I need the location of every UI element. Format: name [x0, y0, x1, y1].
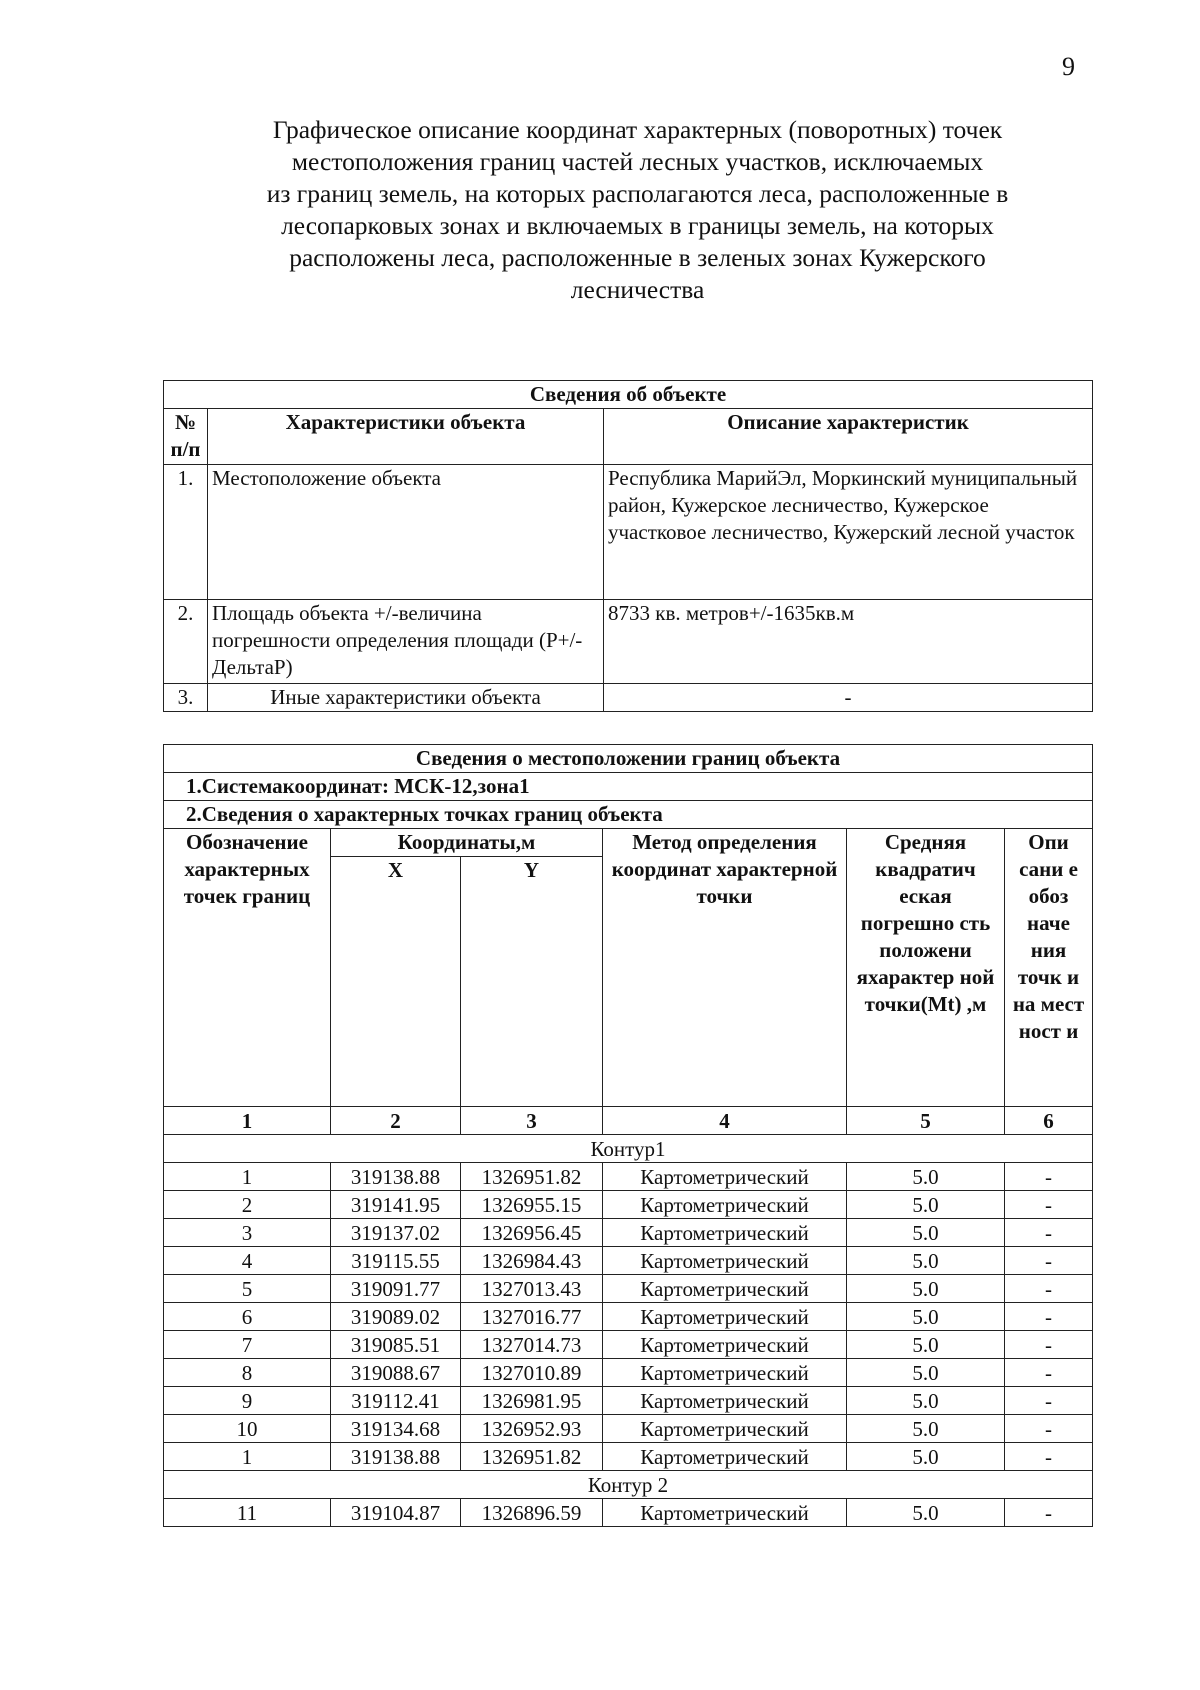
y-coordinate: 1327013.43 — [461, 1275, 603, 1303]
col-description-header: Описание характеристик — [604, 409, 1093, 465]
contour-label: Контур 2 — [164, 1471, 1093, 1499]
mt-value: 5.0 — [847, 1331, 1005, 1359]
table-row — [164, 1219, 1093, 1247]
mt-value: 5.0 — [847, 1415, 1005, 1443]
x-coordinate: 319104.87 — [331, 1499, 461, 1527]
table-row — [164, 1247, 1093, 1275]
method: Картометрический — [603, 1415, 847, 1443]
x-coordinate: 319091.77 — [331, 1275, 461, 1303]
method: Картометрический — [603, 1359, 847, 1387]
point-description: - — [1005, 1443, 1093, 1471]
y-coordinate: 1326984.43 — [461, 1247, 603, 1275]
method-header: Метод определения координат характерной точки — [603, 829, 847, 1107]
y-coordinate: 1326896.59 — [461, 1499, 603, 1527]
point-id: 1 — [164, 1163, 331, 1191]
table-row — [164, 600, 1093, 684]
table-row — [164, 465, 1093, 600]
row-num: 3. — [164, 684, 208, 712]
mt-value: 5.0 — [847, 1219, 1005, 1247]
title-line: из границ земель, на которых располагаются леса, расположенные в — [266, 179, 1009, 208]
table-row — [164, 1415, 1093, 1443]
method: Картометрический — [603, 1219, 847, 1247]
table-row — [164, 1359, 1093, 1387]
point-id: 10 — [164, 1415, 331, 1443]
title-line: расположены леса, расположенные в зеленых зонах Кужерского — [289, 243, 986, 272]
row-characteristic: Площадь объекта +/-величина погрешности определения площади (P+/-ДельтаP) — [208, 600, 604, 684]
object-info-table — [163, 380, 1093, 712]
point-id: 5 — [164, 1275, 331, 1303]
mt-value: 5.0 — [847, 1247, 1005, 1275]
page-number: 9 — [1062, 52, 1075, 81]
x-coordinate: 319088.67 — [331, 1359, 461, 1387]
point-description: - — [1005, 1219, 1093, 1247]
y-coordinate: 1327010.89 — [461, 1359, 603, 1387]
y-coordinate: 1326956.45 — [461, 1219, 603, 1247]
point-description: - — [1005, 1247, 1093, 1275]
point-description: - — [1005, 1415, 1093, 1443]
method: Картометрический — [603, 1191, 847, 1219]
mt-value: 5.0 — [847, 1359, 1005, 1387]
point-id: 8 — [164, 1359, 331, 1387]
col-number: 6 — [1005, 1107, 1093, 1135]
contour-label: Контур1 — [164, 1135, 1093, 1163]
x-coordinate: 319138.88 — [331, 1443, 461, 1471]
mt-value: 5.0 — [847, 1443, 1005, 1471]
point-description: - — [1005, 1275, 1093, 1303]
document-title — [200, 114, 1075, 306]
column-numbers-row — [164, 1107, 1093, 1135]
title-line: лесничества — [570, 275, 705, 304]
x-coordinate: 319115.55 — [331, 1247, 461, 1275]
contour-label-row — [164, 1471, 1093, 1499]
table-row — [164, 684, 1093, 712]
row-description: - — [604, 684, 1093, 712]
table-row — [164, 1191, 1093, 1219]
y-coordinate: 1327014.73 — [461, 1331, 603, 1359]
contour-label-row — [164, 1135, 1093, 1163]
points-caption: 2.Сведения о характерных точках границ объекта — [164, 801, 1093, 829]
point-description: - — [1005, 1331, 1093, 1359]
x-coordinate: 319089.02 — [331, 1303, 461, 1331]
row-num: 2. — [164, 600, 208, 684]
point-id: 7 — [164, 1331, 331, 1359]
row-description: Республика МарийЭл, Моркинский муниципальный район, Кужерское лесничество, Кужерское участковое лесничество, Кужерский лесной участок — [604, 465, 1093, 600]
point-id: 3 — [164, 1219, 331, 1247]
row-description: 8733 кв. метров+/-1635кв.м — [604, 600, 1093, 684]
y-coordinate: 1326981.95 — [461, 1387, 603, 1415]
coords-header: Координаты,м — [331, 829, 603, 857]
col-num-header: № п/п — [164, 409, 208, 465]
table-row — [164, 1163, 1093, 1191]
boundary-points-table — [163, 744, 1093, 1527]
table-row — [164, 1331, 1093, 1359]
x-coordinate: 319137.02 — [331, 1219, 461, 1247]
error-header: Средняя квадратич еская погрешно сть положени яхарактер ной точки(Mt) ,м — [847, 829, 1005, 1107]
table-row — [164, 1499, 1093, 1527]
y-header: Y — [461, 857, 603, 1107]
coord-system: 1.Системакоординат: МСК-12,зона1 — [164, 773, 1093, 801]
method: Картометрический — [603, 1303, 847, 1331]
x-coordinate: 319138.88 — [331, 1163, 461, 1191]
x-header: X — [331, 857, 461, 1107]
method: Картометрический — [603, 1499, 847, 1527]
method: Картометрический — [603, 1331, 847, 1359]
title-line: местоположения границ частей лесных участков, исключаемых — [291, 147, 984, 176]
col-number: 5 — [847, 1107, 1005, 1135]
col-number: 1 — [164, 1107, 331, 1135]
y-coordinate: 1326952.93 — [461, 1415, 603, 1443]
x-coordinate: 319141.95 — [331, 1191, 461, 1219]
method: Картометрический — [603, 1247, 847, 1275]
table-row — [164, 1387, 1093, 1415]
y-coordinate: 1326951.82 — [461, 1163, 603, 1191]
y-coordinate: 1326951.82 — [461, 1443, 603, 1471]
mt-value: 5.0 — [847, 1499, 1005, 1527]
y-coordinate: 1327016.77 — [461, 1303, 603, 1331]
points-body — [164, 1135, 1093, 1527]
point-id: 6 — [164, 1303, 331, 1331]
mt-value: 5.0 — [847, 1303, 1005, 1331]
x-coordinate: 319112.41 — [331, 1387, 461, 1415]
point-description: - — [1005, 1303, 1093, 1331]
row-num: 1. — [164, 465, 208, 600]
point-description: - — [1005, 1499, 1093, 1527]
point-description: - — [1005, 1163, 1093, 1191]
y-coordinate: 1326955.15 — [461, 1191, 603, 1219]
mt-value: 5.0 — [847, 1191, 1005, 1219]
title-line: Графическое описание координат характерных (поворотных) точек — [272, 115, 1003, 144]
point-description: - — [1005, 1387, 1093, 1415]
title-line: лесопарковых зонах и включаемых в границы земель, на которых — [281, 211, 994, 240]
point-header: Обозначение характерных точек границ — [164, 829, 331, 1107]
desc-header: Опи сани е обоз наче ния точк и на мест ност и — [1005, 829, 1093, 1107]
object-info-caption: Сведения об объекте — [164, 381, 1093, 409]
point-description: - — [1005, 1191, 1093, 1219]
col-number: 2 — [331, 1107, 461, 1135]
method: Картометрический — [603, 1443, 847, 1471]
method: Картометрический — [603, 1387, 847, 1415]
col-number: 3 — [461, 1107, 603, 1135]
x-coordinate: 319085.51 — [331, 1331, 461, 1359]
boundaries-caption: Сведения о местоположении границ объекта — [164, 745, 1093, 773]
point-id: 4 — [164, 1247, 331, 1275]
table-row — [164, 1303, 1093, 1331]
point-id: 9 — [164, 1387, 331, 1415]
point-id: 2 — [164, 1191, 331, 1219]
col-characteristic-header: Характеристики объекта — [208, 409, 604, 465]
col-number: 4 — [603, 1107, 847, 1135]
row-characteristic: Иные характеристики объекта — [208, 684, 604, 712]
row-characteristic: Местоположение объекта — [208, 465, 604, 600]
point-description: - — [1005, 1359, 1093, 1387]
point-id: 11 — [164, 1499, 331, 1527]
table-row — [164, 1275, 1093, 1303]
mt-value: 5.0 — [847, 1163, 1005, 1191]
table-row — [164, 1443, 1093, 1471]
point-id: 1 — [164, 1443, 331, 1471]
method: Картометрический — [603, 1275, 847, 1303]
mt-value: 5.0 — [847, 1275, 1005, 1303]
x-coordinate: 319134.68 — [331, 1415, 461, 1443]
method: Картометрический — [603, 1163, 847, 1191]
mt-value: 5.0 — [847, 1387, 1005, 1415]
